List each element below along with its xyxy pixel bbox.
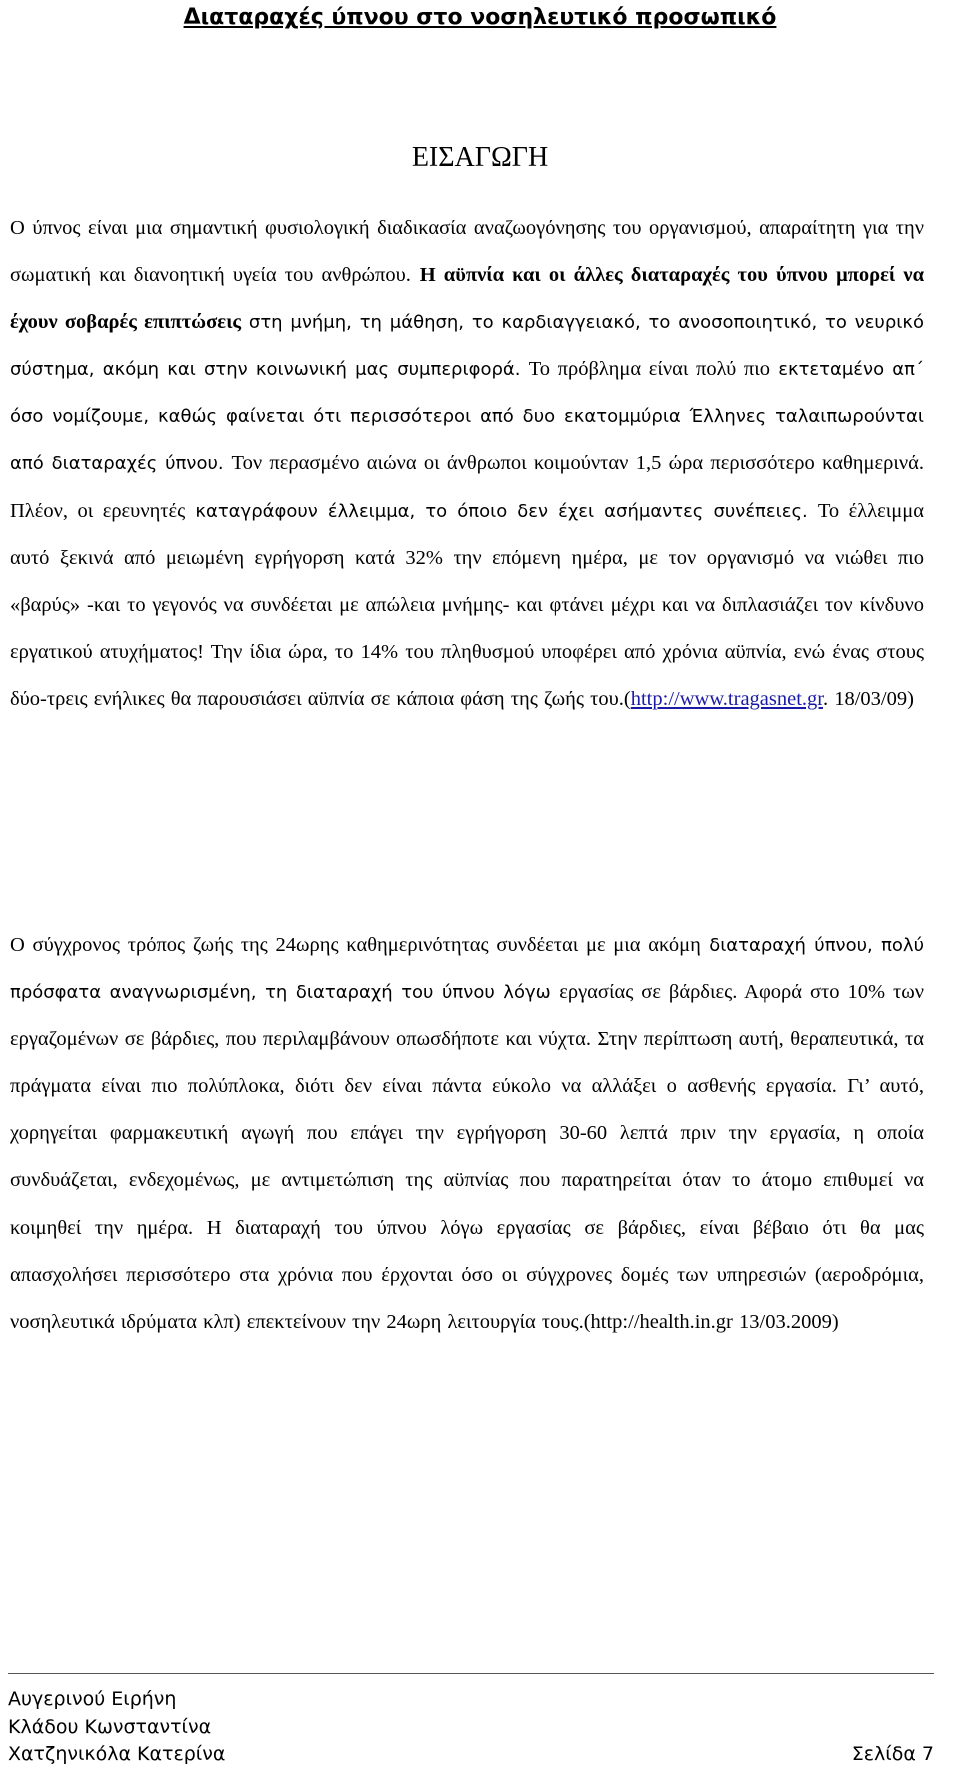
footer-divider: [8, 1673, 934, 1674]
footer-author-2: Κλάδου Κωνσταντίνα: [8, 1715, 212, 1738]
footer-author-3: Χατζηνικόλα Κατερίνα: [8, 1743, 226, 1765]
p1-sentence-10: . 18/03/09): [822, 687, 914, 710]
p1-sentence-9: Το έλλειμμα αυτό ξεκινά από μειωμένη εγρήγορση κατά 32% την επόμενη ημέρα, με τον οργανισμό να νιώθει πιο «βαρύς» -και το γεγονός να συνδέεται με απώλεια μνήμης- και φτάνει μέχρι και να διπλασιάζει τον κίνδυνο εργατικού ατυχήματος! Την ίδια ώρα, το 14% του πληθυσμού υποφέρει από χρόνια αϋπνία, ενώ ένας στους δύο-τρεις ενήλικες θα παρουσιάσει αϋπνία σε κάποια φάση της ζωής του.(: [10, 499, 924, 710]
p1-sentence-7: Πλέον, οι ερευνητές: [10, 499, 186, 522]
source-link-tragasnet[interactable]: http://www.tragasnet.gr: [630, 687, 823, 710]
page-number: Σελίδα 7: [851, 1743, 934, 1765]
intro-paragraph-2: [10, 922, 924, 1346]
p2-sentence-3: εργασίας σε βάρδιες. Αφορά στο 10% των εργαζομένων σε βάρδιες, που περιλαμβάνουν οπωσδήποτε και νύχτα. Στην περίπτωση αυτή, θεραπευτικά, τα πράγματα είναι πιο πολύπλοκα, διότι δεν είναι πάντα εύκολο να αλλάξει ο ασθενής εργασία. Γι’ αυτό, χορηγείται φαρμακευτική αγωγή που επάγει την εγρήγορση 30-60 λεπτά πριν την εργασία, η οποία συνδυάζεται, ενδεχομένως, με αντιμετώπιση της αϋπνίας που παρατηρείται όταν το άτομο επιθυμεί να κοιμηθεί την ημέρα. Η διαταραχή του ύπνου λόγω εργασίας σε βάρδιες, είναι βέβαιο ότι θα μας απασχολήσει περισσότερο στα χρόνια που έρχονται όσο οι σύγχρονες δομές των υπηρεσιών (αεροδρόμια, νοσηλευτικά ιδρύματα κλπ) επεκτείνουν την 24ωρη λειτουργία τους.(http://health.in.gr 13/03.2009): [10, 981, 924, 1333]
p2-sentence-1: Ο σύγχρονος τρόπος ζωής της 24ωρης καθημερινότητας συνδέεται με μια ακόμη: [10, 934, 701, 956]
p1-sentence-4: Το πρόβλημα είναι πολύ πιο: [528, 358, 771, 381]
p1-sentence-1: Ο ύπνος είναι μια σημαντική φυσιολογική διαδικασία αναζωογόνησης του οργανισμού, απαραίτητη για την σωματική και διανοητική υγεία του ανθρώπου.: [10, 217, 924, 287]
footer-author-1: Αυγερινού Ειρήνη: [8, 1688, 177, 1710]
p2-sentence-2: διαταραχή ύπνου, πολύ πρόσφατα αναγνωρισμένη, τη διαταραχή του ύπνου λόγω: [10, 935, 924, 1004]
running-header-title: Διαταραχές ύπνου στο νοσηλευτικό προσωπικό: [183, 5, 777, 30]
section-title: ΕΙΣΑΓΩΓΗ: [411, 142, 549, 173]
p1-sentence-6: Τον περασμένο αιώνα οι άνθρωποι κοιμούνταν 1,5 ώρα περισσότερο καθημερινά.: [231, 452, 924, 475]
p1-sentence-3: στη μνήμη, τη μάθηση, το καρδιαγγειακό, το ανοσοποιητικό, το νευρικό σύστημα, ακόμη και στην κοινωνική μας συμπεριφορά.: [10, 312, 924, 381]
p1-sentence-5: εκτεταμένο απ΄ όσο νομίζουμε, καθώς φαίνεται ότι περισσότεροι από δυο εκατομμύρια Έλληνες ταλαιπωρούνται από διαταραχές ύπνου.: [10, 359, 924, 475]
intro-paragraph-1: [10, 205, 924, 723]
p1-sentence-2-bold: Η αϋπνία και οι άλλες διαταραχές του ύπνου μπορεί να έχουν σοβαρές επιπτώσεις: [10, 264, 925, 334]
p1-sentence-8: καταγράφουν έλλειμμα, το όποιο δεν έχει ασήμαντες συνέπειες.: [195, 500, 808, 522]
page-footer: [8, 1686, 934, 1769]
